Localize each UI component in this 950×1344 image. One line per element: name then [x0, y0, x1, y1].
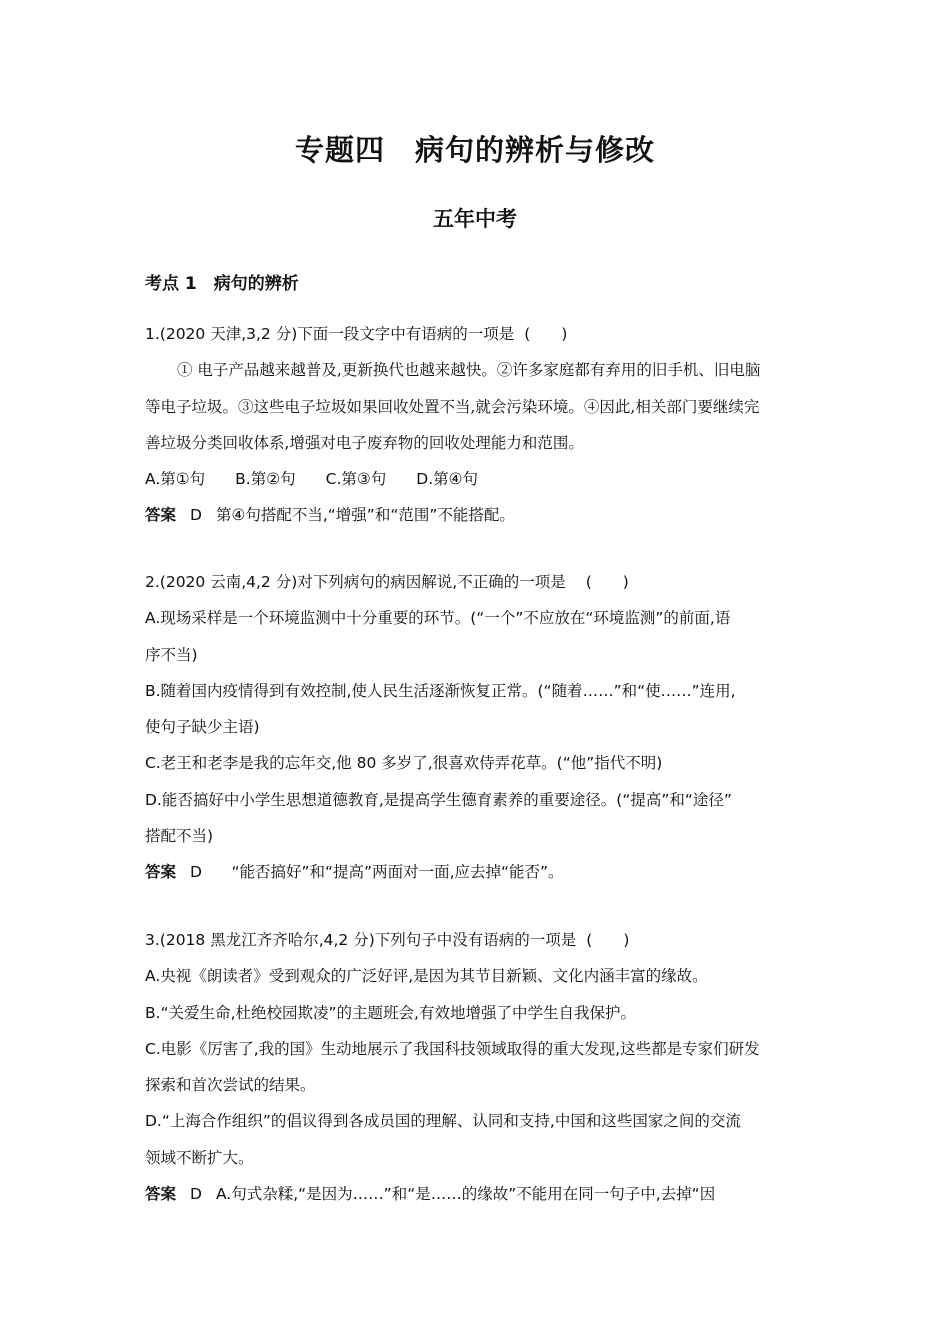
option-line: 探索和首次尝试的结果。	[145, 1076, 316, 1095]
option-line: B.“关爱生命,杜绝校园欺凌”的主题班会,有效地增强了中学生自我保护。	[145, 1003, 636, 1022]
question-1-stem: 1.(2020 天津,3,2 分)下面一段文字中有语病的一项是	[145, 325, 515, 343]
option-d: D.第④句	[416, 470, 479, 489]
option-line: 搭配不当)	[145, 827, 214, 846]
answer-letter: D	[190, 863, 202, 882]
question-stem	[145, 316, 810, 352]
page-title: 专题四 病句的辨析与修改	[294, 133, 655, 167]
option-line: D.能否搞好中小学生思想道德教育,是提高学生德育素养的重要途径。(“提高”和“途径”	[145, 790, 732, 809]
answer-blank: ( )	[585, 573, 629, 591]
question-1	[145, 316, 810, 534]
answer-explanation: “能否搞好”和“提高”两面对一面,应去掉“能否”。	[215, 863, 564, 882]
question-stem	[145, 922, 810, 958]
option-b: B.第②句	[235, 470, 296, 489]
passage-line: 等电子垃圾。③这些电子垃圾如果回收处置不当,就会污染环境。④因此,相关部门要继续完	[145, 397, 760, 416]
passage-line: 善垃圾分类回收体系,增强对电子废弃物的回收处理能力和范围。	[145, 433, 584, 452]
option-line: C.电影《厉害了,我的国》生动地展示了我国科技领域取得的重大发现,这些都是专家们研发	[145, 1039, 760, 1058]
option-line: 领域不断扩大。	[145, 1148, 254, 1167]
answer-row	[145, 1176, 810, 1212]
option-line: B.随着国内疫情得到有效控制,使人民生活逐渐恢复正常。(“随着……”和“使……”连用,	[145, 681, 736, 700]
option-line: 序不当)	[145, 645, 198, 664]
answer-blank: ( )	[586, 931, 630, 949]
option-line: D.“上海合作组织”的倡议得到各成员国的理解、认同和支持,中国和这些国家之间的交流	[145, 1112, 741, 1131]
page-subtitle: 五年中考	[433, 207, 517, 231]
option-line: 使句子缺少主语)	[145, 718, 260, 737]
question-stem	[145, 564, 810, 600]
answer-label: 答案	[145, 1185, 177, 1204]
answer-explanation: A.句式杂糅,“是因为……”和“是……的缘故”不能用在同一句子中,去掉“因	[215, 1185, 716, 1204]
options-row	[145, 461, 810, 497]
question-2	[145, 564, 810, 891]
section-heading: 考点 1 病句的辨析	[145, 274, 299, 294]
question-3-stem: 3.(2018 黑龙江齐齐哈尔,4,2 分)下列句子中没有语病的一项是	[145, 931, 577, 949]
question-2-stem: 2.(2020 云南,4,2 分)对下列病句的病因解说,不正确的一项是	[145, 573, 566, 591]
question-3	[145, 922, 810, 1212]
passage-line: ① 电子产品越来越普及,更新换代也越来越快。②许多家庭都有弃用的旧手机、旧电脑	[177, 361, 761, 380]
answer-row	[145, 497, 810, 533]
answer-row	[145, 854, 810, 890]
answer-explanation: 第④句搭配不当,“增强”和“范围”不能搭配。	[215, 506, 515, 525]
option-a: A.第①句	[145, 470, 206, 489]
option-line: A.央视《朗读者》受到观众的广泛好评,是因为其节目新颖、文化内涵丰富的缘故。	[145, 967, 708, 986]
answer-letter: D	[190, 506, 202, 525]
option-line: A.现场采样是一个环境监测中十分重要的环节。(“一个”不应放在“环境监测”的前面,语	[145, 609, 731, 628]
answer-letter: D	[190, 1185, 202, 1204]
answer-label: 答案	[145, 863, 177, 882]
answer-blank: ( )	[524, 325, 568, 343]
answer-label: 答案	[145, 506, 177, 525]
option-c: C.第③句	[325, 470, 387, 489]
option-line: C.老王和老李是我的忘年交,他 80 多岁了,很喜欢侍弄花草。(“他”指代不明)	[145, 754, 663, 773]
